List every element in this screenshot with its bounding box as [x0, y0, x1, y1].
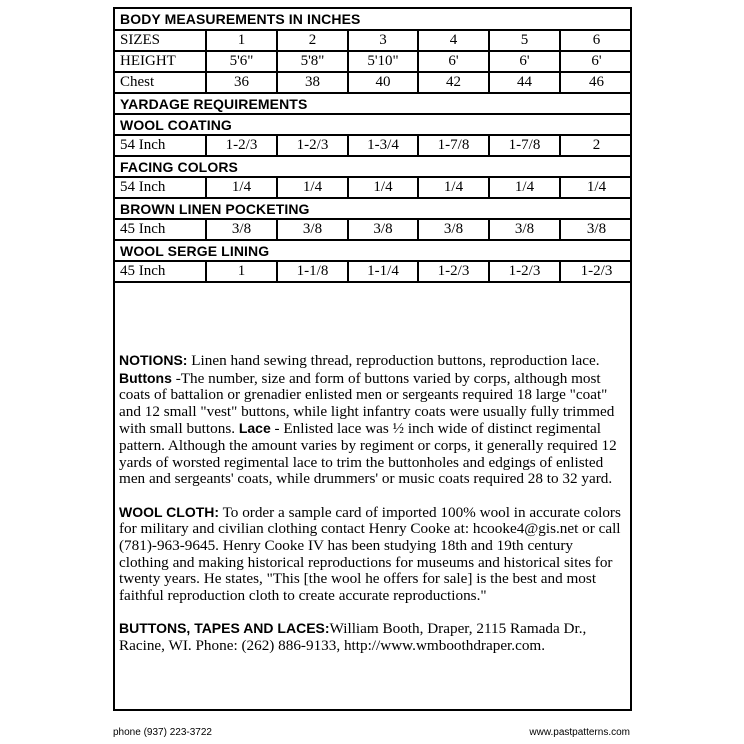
- cell: 1-1/4: [348, 261, 418, 282]
- notions-paragraph: [119, 352, 625, 488]
- row-label: 54 Inch: [115, 177, 206, 198]
- cell: 1/4: [277, 177, 348, 198]
- cell: 42: [418, 72, 489, 93]
- notions-label: NOTIONS:: [119, 352, 188, 368]
- lace-label: Lace: [238, 420, 271, 437]
- cell: 6': [489, 51, 560, 72]
- cell: 3/8: [489, 219, 560, 240]
- chest-row: [115, 72, 632, 93]
- cell: 1-2/3: [206, 135, 277, 156]
- wool-coating-header-row: [115, 114, 632, 135]
- body-measurements-title: BODY MEASUREMENTS IN INCHES: [115, 9, 632, 30]
- cell: 3/8: [560, 219, 632, 240]
- measurements-table: [115, 9, 632, 283]
- buttons-label: Buttons: [119, 369, 172, 386]
- buttons-tapes-paragraph: [119, 620, 625, 654]
- cell: 5'6": [206, 51, 277, 72]
- row-label: 54 Inch: [115, 135, 206, 156]
- buttons-text: -The number, size and form of buttons varied by corps, although most coats of battalion or grenadier enlisted men or sergeants required 18 large "coat" and 12 small "vest" buttons, while light infantry coats were usually fully trimmed with small buttons.: [119, 369, 615, 438]
- facing-colors-header-row: [115, 156, 632, 177]
- cell: 40: [348, 72, 418, 93]
- cell: 2: [277, 30, 348, 51]
- cell: 4: [418, 30, 489, 51]
- row-label: HEIGHT: [115, 51, 206, 72]
- notes-section: [119, 352, 625, 671]
- cell: 1/4: [489, 177, 560, 198]
- cell: 1-2/3: [418, 261, 489, 282]
- cell: 5: [489, 30, 560, 51]
- notions-intro: Linen hand sewing thread, reproduction buttons, reproduction lace.: [187, 352, 600, 369]
- row-label: SIZES: [115, 30, 206, 51]
- pattern-info-sheet: [113, 7, 632, 711]
- body-measurements-header-row: [115, 9, 632, 30]
- cell: 5'8": [277, 51, 348, 72]
- wool-coating-title: WOOL COATING: [115, 114, 632, 135]
- cell: 1/4: [206, 177, 277, 198]
- footer-phone: phone (937) 223-3722: [113, 727, 212, 738]
- cell: 1-3/4: [348, 135, 418, 156]
- cell: 1-1/8: [277, 261, 348, 282]
- cell: 6: [560, 30, 632, 51]
- cell: 1/4: [560, 177, 632, 198]
- pocketing-header-row: [115, 198, 632, 219]
- buttons-tapes-text: William Booth, Draper, 2115 Ramada Dr., Racine, WI. Phone: (262) 886-9133, http://www.wmboothdraper.com.: [119, 620, 587, 654]
- pocketing-title: BROWN LINEN POCKETING: [115, 198, 632, 219]
- cell: 3: [348, 30, 418, 51]
- buttons-tapes-label: BUTTONS, TAPES AND LACES:: [119, 620, 330, 637]
- cell: 3/8: [277, 219, 348, 240]
- wool-cloth-text: To order a sample card of imported 100% wool in accurate colors for military and civilian clothing contact Henry Cooke at: hcooke4@gis.net or call (781)-963-9645. Henry Cooke IV has been studying 18th and 19th century clothing and making historical reproductions for museums and historical sites for twenty years. He states, "This [the wool he offers for sale] is the best and most faithful reproduction cloth to create accurate reproductions.": [119, 503, 621, 604]
- cell: 2: [560, 135, 632, 156]
- cell: 38: [277, 72, 348, 93]
- lace-text: - Enlisted lace was ½ inch wide of distinct regimental pattern. Although the amount varies by regiment or corps, it generally required 12 yards of worsted regimental lace to trim the buttonholes and edgings of enlisted men and sergeants' coats, while drummers' or music coats required 28 to 32 yard.: [119, 420, 617, 488]
- cell: 1: [206, 261, 277, 282]
- row-label: 45 Inch: [115, 261, 206, 282]
- cell: 1-2/3: [277, 135, 348, 156]
- cell: 6': [560, 51, 632, 72]
- cell: 1-7/8: [418, 135, 489, 156]
- facing-colors-title: FACING COLORS: [115, 156, 632, 177]
- cell: 3/8: [206, 219, 277, 240]
- cell: 1/4: [348, 177, 418, 198]
- cell: 1: [206, 30, 277, 51]
- lining-title: WOOL SERGE LINING: [115, 240, 632, 261]
- cell: 46: [560, 72, 632, 93]
- yardage-header-row: [115, 93, 632, 114]
- wool-coating-row: [115, 135, 632, 156]
- wool-cloth-paragraph: [119, 504, 625, 605]
- pocketing-row: [115, 219, 632, 240]
- cell: 36: [206, 72, 277, 93]
- cell: 3/8: [348, 219, 418, 240]
- cell: 5'10": [348, 51, 418, 72]
- cell: 44: [489, 72, 560, 93]
- footer-website: www.pastpatterns.com: [529, 727, 630, 738]
- row-label: Chest: [115, 72, 206, 93]
- facing-colors-row: [115, 177, 632, 198]
- cell: 1-2/3: [489, 261, 560, 282]
- height-row: [115, 51, 632, 72]
- cell: 1/4: [418, 177, 489, 198]
- lining-header-row: [115, 240, 632, 261]
- sizes-row: [115, 30, 632, 51]
- lining-row: [115, 261, 632, 282]
- yardage-title: YARDAGE REQUIREMENTS: [115, 93, 632, 114]
- cell: 1-2/3: [560, 261, 632, 282]
- wool-cloth-label: WOOL CLOTH:: [119, 503, 220, 520]
- cell: 6': [418, 51, 489, 72]
- row-label: 45 Inch: [115, 219, 206, 240]
- cell: 1-7/8: [489, 135, 560, 156]
- cell: 3/8: [418, 219, 489, 240]
